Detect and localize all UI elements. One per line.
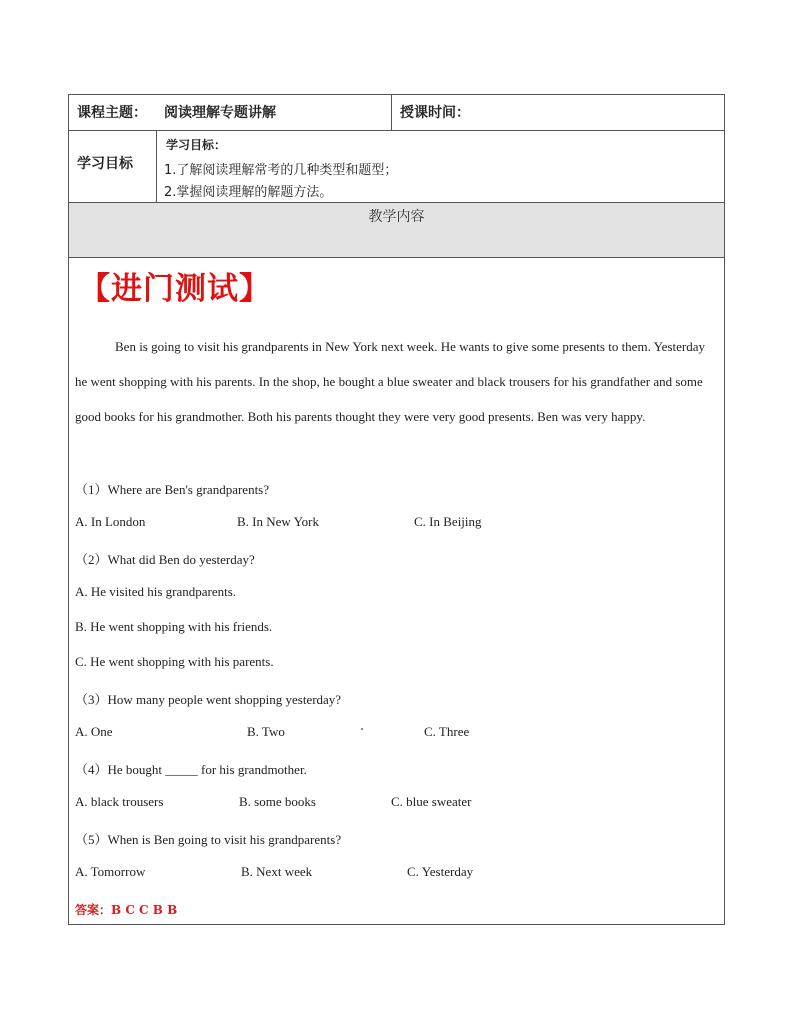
goals-title: 学习目标： xyxy=(166,138,227,152)
option-c: C. He went shopping with his parents. xyxy=(75,654,274,669)
option-b: B. some books xyxy=(239,794,316,809)
option-c: C. blue sweater xyxy=(391,794,472,809)
option-a: A. Tomorrow xyxy=(75,864,146,879)
header-row xyxy=(69,95,724,131)
question-4: （4）He bought _____ for his grandmother. xyxy=(75,762,307,777)
option-a: A. He visited his grandparents. xyxy=(75,584,237,599)
option-c: C. Yesterday xyxy=(407,864,474,879)
goals-row xyxy=(69,131,724,203)
goals-label: 学习目标 xyxy=(77,156,133,172)
time-label: 授课时间： xyxy=(400,105,470,121)
option-a: A. black trousers xyxy=(75,794,164,809)
topic-value: 阅读理解专题讲解 xyxy=(164,105,276,121)
topic-label: 课程主题： xyxy=(77,105,147,121)
option-c: C. In Beijing xyxy=(414,514,482,529)
question-1: （1）Where are Ben's grandparents? xyxy=(75,482,270,497)
stray-dot xyxy=(361,728,363,730)
answer-key: 答案：B C C B B xyxy=(75,903,178,917)
question-3: （3）How many people went shopping yesterday? xyxy=(75,692,342,707)
option-b: B. Two xyxy=(247,724,285,739)
topic-cell xyxy=(69,95,392,130)
option-a: A. In London xyxy=(75,514,146,529)
lesson-table xyxy=(68,94,725,925)
question-5: （5）When is Ben going to visit his grandparents? xyxy=(75,832,342,847)
content-title: 教学内容 xyxy=(368,209,425,225)
option-c: C. Three xyxy=(424,724,470,739)
option-b: B. Next week xyxy=(241,864,313,879)
entry-test-heading: 【进门测试】 xyxy=(79,271,271,307)
reading-passage xyxy=(75,329,715,434)
question-2: （2）What did Ben do yesterday? xyxy=(75,552,255,567)
goal-item: 2.掌握阅读理解的解题方法。 xyxy=(164,185,333,200)
option-b: B. In New York xyxy=(237,514,319,529)
content-band xyxy=(69,203,724,258)
goal-item: 1.了解阅读理解常考的几种类型和题型； xyxy=(164,163,398,178)
option-a: A. One xyxy=(75,724,113,739)
passage-text: Ben is going to visit his grandparents in New York next week. He wants to give some presents to them. Yesterday he went shopping with his parents. In the shop, he bought a blue sweater and black trousers for his grandfather and some good books for his grandmother. Both his parents thought they were very good presents. Ben was very happy. xyxy=(75,339,705,424)
option-b: B. He went shopping with his friends. xyxy=(75,619,273,634)
goals-label-cell xyxy=(69,131,157,202)
